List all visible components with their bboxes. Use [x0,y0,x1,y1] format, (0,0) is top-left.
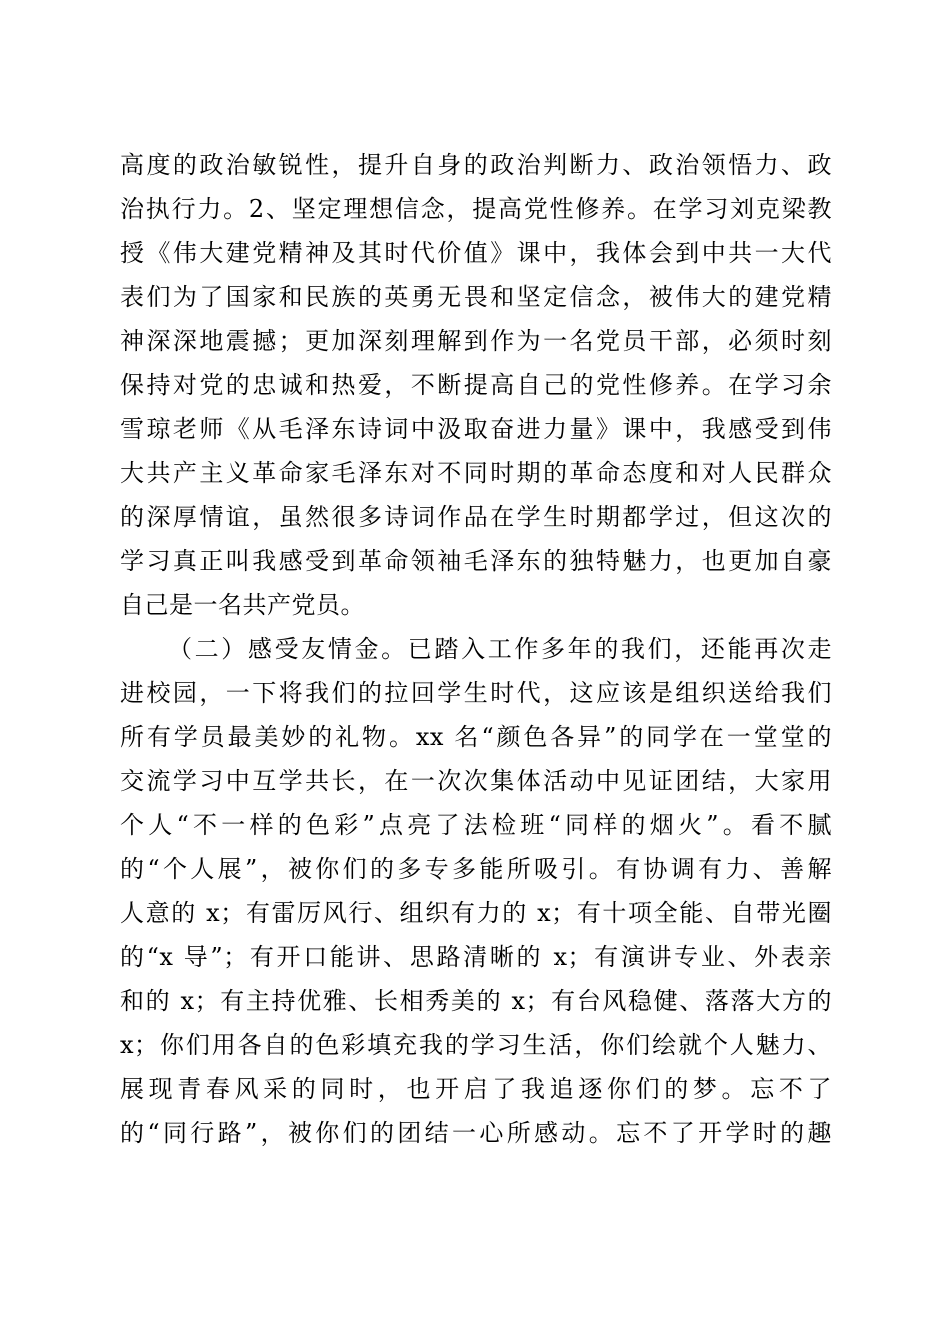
section-heading-line: （二）感受友情金。已踏入工作多年的我们，还能再次走 [168,635,832,663]
text-line: 展现青春风采的同时，也开启了我追逐你们的梦。忘不了 [120,1075,832,1103]
text-line: 交流学习中互学共长，在一次次集体活动中见证团结，大家用 [120,767,832,795]
text-line: 和的 x；有主持优雅、长相秀美的 x；有台风稳健、落落大方的 [120,987,832,1015]
text-line: 所有学员最美妙的礼物。xx 名“颜色各异”的同学在一堂堂的 [120,723,832,751]
text-line: 的“同行路”，被你们的团结一心所感动。忘不了开学时的趣 [120,1119,832,1147]
paragraph-political-study [120,143,832,627]
text-line: 高度的政治敏锐性，提升自身的政治判断力、政治领悟力、政 [120,151,832,179]
text-line: 学习真正叫我感受到革命领袖毛泽东的独特魅力，也更加自豪 [120,547,832,575]
text-line: 进校园，一下将我们的拉回学生时代，这应该是组织送给我们 [120,679,832,707]
text-line: 自己是一名共产党员。 [120,591,365,619]
text-line: 人意的 x；有雷厉风行、组织有力的 x；有十项全能、自带光圈 [120,899,832,927]
paragraph-friendship [120,627,832,1155]
text-line: 神深深地震撼；更加深刻理解到作为一名党员干部，必须时刻 [120,327,832,355]
text-line: x；你们用各自的色彩填充我的学习生活，你们绘就个人魅力、 [120,1031,832,1059]
text-line: 授《伟大建党精神及其时代价值》课中，我体会到中共一大代 [120,239,832,267]
text-line: 大共产主义革命家毛泽东对不同时期的革命态度和对人民群众 [120,459,832,487]
text-line: 保持对党的忠诚和热爱，不断提高自己的党性修养。在学习余 [120,371,832,399]
text-line: 表们为了国家和民族的英勇无畏和坚定信念，被伟大的建党精 [120,283,832,311]
text-line: 的深厚情谊，虽然很多诗词作品在学生时期都学过，但这次的 [120,503,832,531]
text-line: 的“x 导”；有开口能讲、思路清晰的 x；有演讲专业、外表亲 [120,943,832,971]
text-line: 个人“不一样的色彩”点亮了法检班“同样的烟火”。看不腻 [120,811,832,839]
text-line: 雪琼老师《从毛泽东诗词中汲取奋进力量》课中，我感受到伟 [120,415,832,443]
text-line: 的“个人展”，被你们的多专多能所吸引。有协调有力、善解 [120,855,832,883]
text-line: 治执行力。2、坚定理想信念，提高党性修养。在学习刘克梁教 [120,195,832,223]
